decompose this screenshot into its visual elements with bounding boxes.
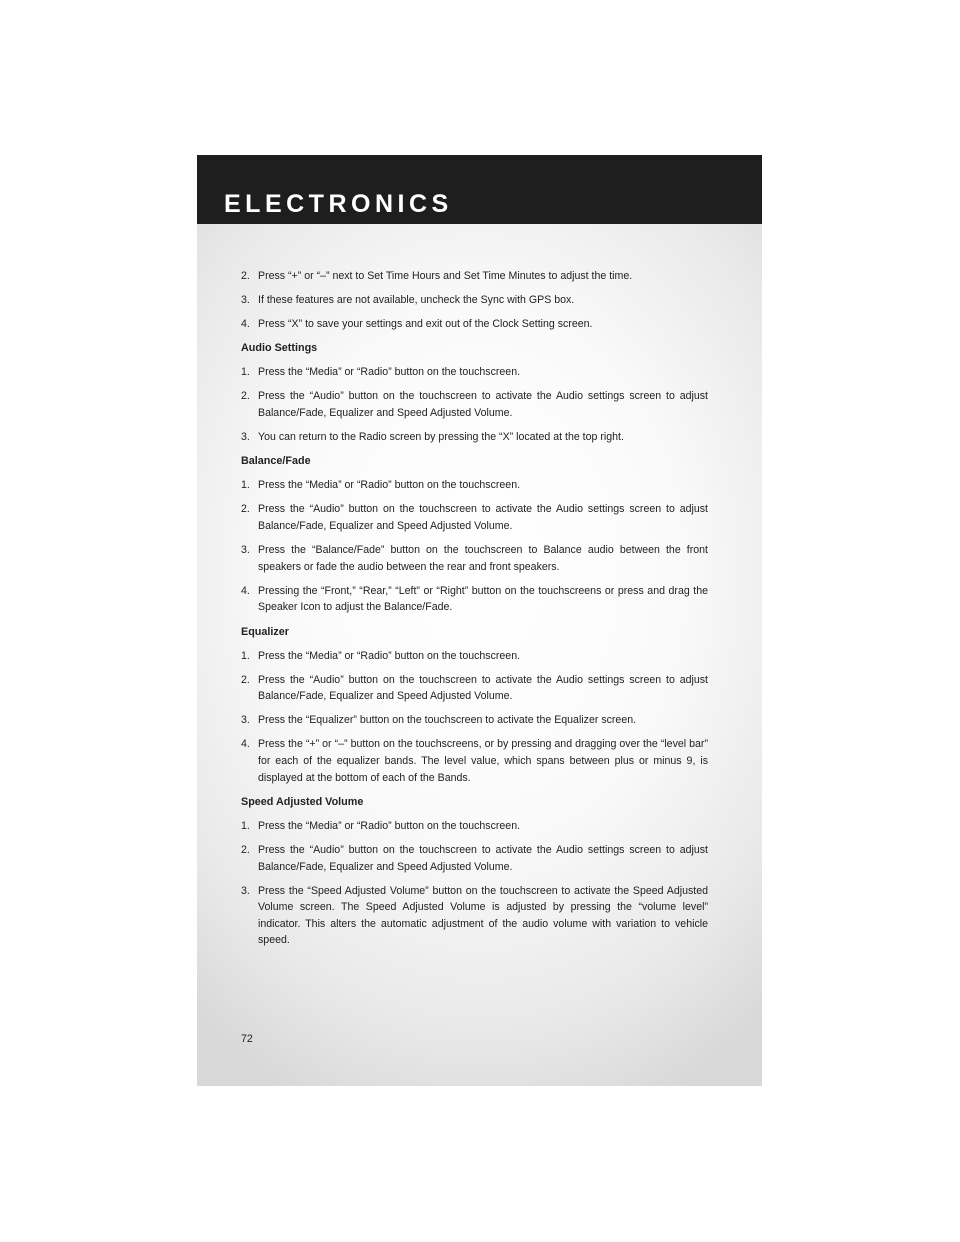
section-speed-adjusted-volume xyxy=(241,794,708,949)
section-heading: Speed Adjusted Volume xyxy=(241,795,364,808)
step-text: You can return to the Radio screen by pressing the “X” located at the top right. xyxy=(258,431,624,444)
page-content xyxy=(241,268,708,957)
list-item xyxy=(241,501,708,534)
step-number: 2. xyxy=(241,673,250,686)
step-number: 4. xyxy=(241,584,250,597)
step-text: Press “+” or “–” next to Set Time Hours and Set Time Minutes to adjust the time. xyxy=(258,270,633,282)
list-item xyxy=(241,818,708,835)
step-number: 4. xyxy=(241,318,250,331)
list-item xyxy=(241,364,708,381)
list-item xyxy=(241,672,708,705)
list-item xyxy=(241,583,708,616)
list-item xyxy=(241,429,708,446)
step-text: Press the “Audio” button on the touchscreen to activate the Audio settings screen to adjust Balance/Fade, Equalizer and Speed Adjusted Volume. xyxy=(258,843,708,873)
step-number: 2. xyxy=(241,390,250,403)
step-text: Press the “Balance/Fade” button on the touchscreen to Balance audio between the front speakers or fade the audio between the rear and front speakers. xyxy=(258,544,708,573)
section-audio-settings xyxy=(241,340,708,445)
manual-page xyxy=(197,155,762,1086)
list-item xyxy=(241,842,708,875)
step-text: Press the “Audio” button on the touchscreen to activate the Audio settings screen to adjust Balance/Fade, Equalizer and Speed Adjusted Volume. xyxy=(258,390,708,420)
step-text: Press the “Audio” button on the touchscreen to activate the Audio settings screen to adjust Balance/Fade, Equalizer and Speed Adjusted Volume. xyxy=(258,503,708,533)
step-text: Pressing the “Front,” “Rear,” “Left” or “Right” button on the touchscreens or press and drag the Speaker Icon to adjust the Balance/Fade. xyxy=(258,584,708,614)
list-item xyxy=(241,388,708,421)
list-item xyxy=(241,736,708,786)
step-text: Press the “Equalizer” button on the touchscreen to activate the Equalizer screen. xyxy=(258,714,637,727)
step-text: Press the “Media” or “Radio” button on the touchscreen. xyxy=(258,819,521,832)
step-number: 4. xyxy=(241,738,250,751)
step-text: Press “X” to save your settings and exit out of the Clock Setting screen. xyxy=(258,318,593,331)
step-number: 2. xyxy=(241,270,250,282)
section-balance-fade xyxy=(241,453,708,616)
step-number: 3. xyxy=(241,431,250,444)
step-number: 1. xyxy=(241,819,250,832)
step-number: 3. xyxy=(241,544,250,557)
list-item xyxy=(241,477,708,494)
section-heading: Balance/Fade xyxy=(241,455,311,468)
step-number: 2. xyxy=(241,503,250,516)
step-text: If these features are not available, uncheck the Sync with GPS box. xyxy=(258,294,575,307)
list-item xyxy=(241,268,708,285)
list-item xyxy=(241,316,708,333)
step-text: Press the “Speed Adjusted Volume” button on the touchscreen to activate the Speed Adjusted Volume screen. The Speed Adjusted Volume is adjusted by pressing the “volume level” indicator. This alters the automatic adjustment of the audio volume with variation to vehicle speed. xyxy=(258,884,708,947)
intro-steps xyxy=(241,268,708,333)
list-item xyxy=(241,542,708,575)
step-number: 3. xyxy=(241,884,250,897)
page-number: 72 xyxy=(241,1033,253,1045)
step-number: 1. xyxy=(241,649,250,662)
step-text: Press the “Media” or “Radio” button on the touchscreen. xyxy=(258,479,521,492)
list-item xyxy=(241,292,708,309)
section-title: ELECTRONICS xyxy=(224,190,453,218)
section-equalizer xyxy=(241,624,708,787)
step-text: Press the “Media” or “Radio” button on the touchscreen. xyxy=(258,649,521,662)
step-text: Press the “Audio” button on the touchscreen to activate the Audio settings screen to adjust Balance/Fade, Equalizer and Speed Adjusted Volume. xyxy=(258,673,708,703)
step-text: Press the “Media” or “Radio” button on the touchscreen. xyxy=(258,366,521,379)
step-number: 2. xyxy=(241,843,250,856)
step-number: 3. xyxy=(241,294,250,307)
section-header-bar xyxy=(197,155,762,224)
step-text: Press the “+” or “–” button on the touchscreens, or by pressing and dragging over the “level bar” for each of the equalizer bands. The level value, which spans between plus or minus 9, is displayed at the bottom of each of the Bands. xyxy=(258,738,708,784)
list-item xyxy=(241,712,708,729)
step-number: 3. xyxy=(241,714,250,727)
section-heading: Audio Settings xyxy=(241,342,318,355)
section-heading: Equalizer xyxy=(241,625,290,638)
step-number: 1. xyxy=(241,479,250,492)
list-item xyxy=(241,648,708,665)
step-number: 1. xyxy=(241,366,250,379)
list-item xyxy=(241,883,708,949)
